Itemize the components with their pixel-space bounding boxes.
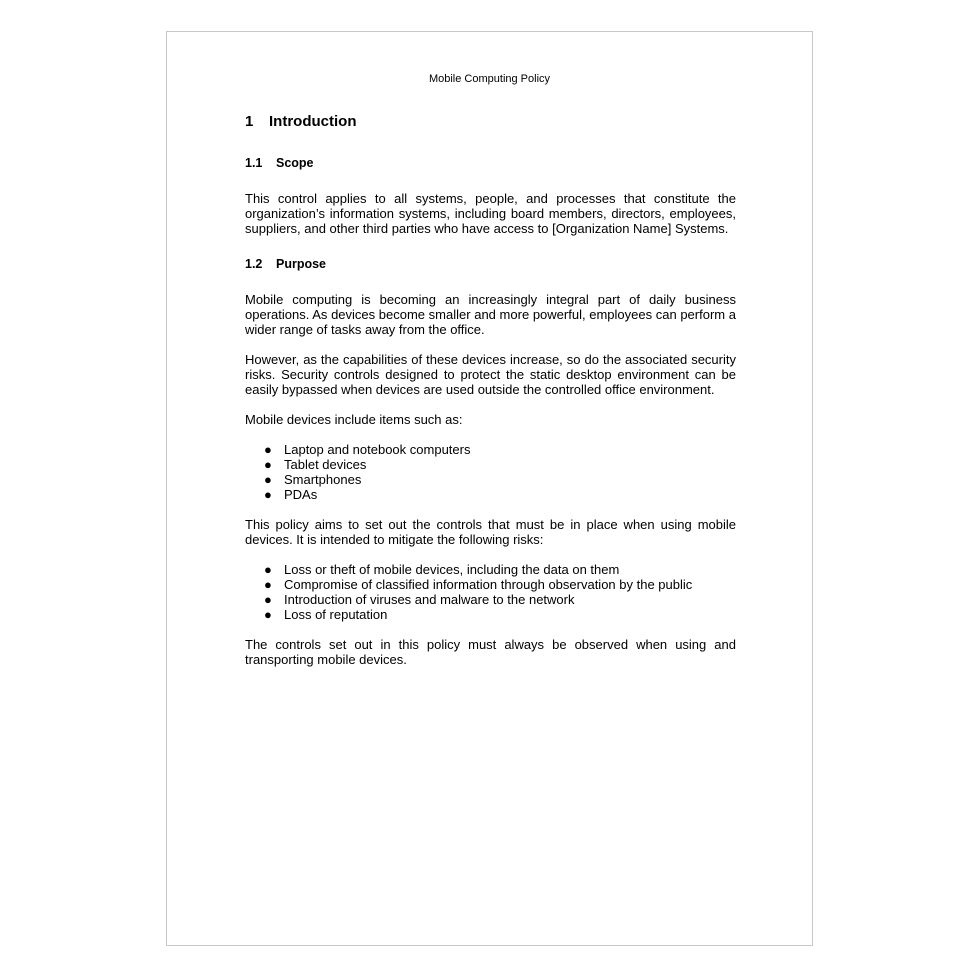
list-item-text: Laptop and notebook computers	[284, 442, 471, 457]
devices-list	[245, 442, 736, 502]
list-item-text: Tablet devices	[284, 457, 367, 472]
list-item	[245, 592, 736, 607]
list-item	[245, 577, 736, 592]
list-item	[245, 472, 736, 487]
heading-number: 1.1	[245, 156, 263, 170]
heading-number: 1.2	[245, 257, 263, 271]
purpose-paragraph-1: Mobile computing is becoming an increasingly integral part of daily business operations. As devices become smaller and more powerful, employees can perform a wider range of tasks away from the office.	[245, 292, 736, 337]
heading-title: Scope	[276, 156, 314, 170]
list-item	[245, 487, 736, 502]
purpose-paragraph-5: The controls set out in this policy must always be observed when using and transporting mobile devices.	[245, 637, 736, 667]
list-item-text: Introduction of viruses and malware to the network	[284, 592, 575, 607]
list-item-text: Compromise of classified information through observation by the public	[284, 577, 693, 592]
heading-title: Introduction	[269, 113, 357, 130]
bullet-icon: ●	[264, 577, 272, 592]
bullet-icon: ●	[264, 562, 272, 577]
list-item-text: Smartphones	[284, 472, 362, 487]
bullet-icon: ●	[264, 607, 272, 622]
bullet-icon: ●	[264, 487, 272, 502]
heading-scope	[245, 155, 736, 171]
purpose-paragraph-3: Mobile devices include items such as:	[245, 412, 463, 427]
list-item	[245, 562, 736, 577]
list-item-text: Loss or theft of mobile devices, including the data on them	[284, 562, 620, 577]
list-item	[245, 442, 736, 457]
list-item	[245, 607, 736, 622]
risks-list	[245, 562, 736, 622]
list-item-text: PDAs	[284, 487, 318, 502]
scope-paragraph: This control applies to all systems, people, and processes that constitute the organization’s information systems, including board members, directors, employees, suppliers, and other third parties who have access to [Organization Name] Systems.	[245, 191, 736, 236]
heading-introduction	[245, 112, 736, 132]
page-content	[245, 112, 736, 682]
heading-number: 1	[245, 113, 254, 130]
bullet-icon: ●	[264, 457, 272, 472]
running-header: Mobile Computing Policy	[428, 73, 551, 85]
list-item-text: Loss of reputation	[284, 607, 388, 622]
list-item	[245, 457, 736, 472]
document-page	[166, 31, 813, 946]
purpose-paragraph-4: This policy aims to set out the controls that must be in place when using mobile devices. It is intended to mitigate the following risks:	[245, 517, 736, 547]
bullet-icon: ●	[264, 592, 272, 607]
bullet-icon: ●	[264, 472, 272, 487]
heading-purpose	[245, 256, 736, 272]
bullet-icon: ●	[264, 442, 272, 457]
purpose-paragraph-2: However, as the capabilities of these devices increase, so do the associated security risks. Security controls designed to protect the static desktop environment can be easily bypassed when devices are used outside the controlled office environment.	[245, 352, 736, 397]
heading-title: Purpose	[276, 257, 327, 271]
